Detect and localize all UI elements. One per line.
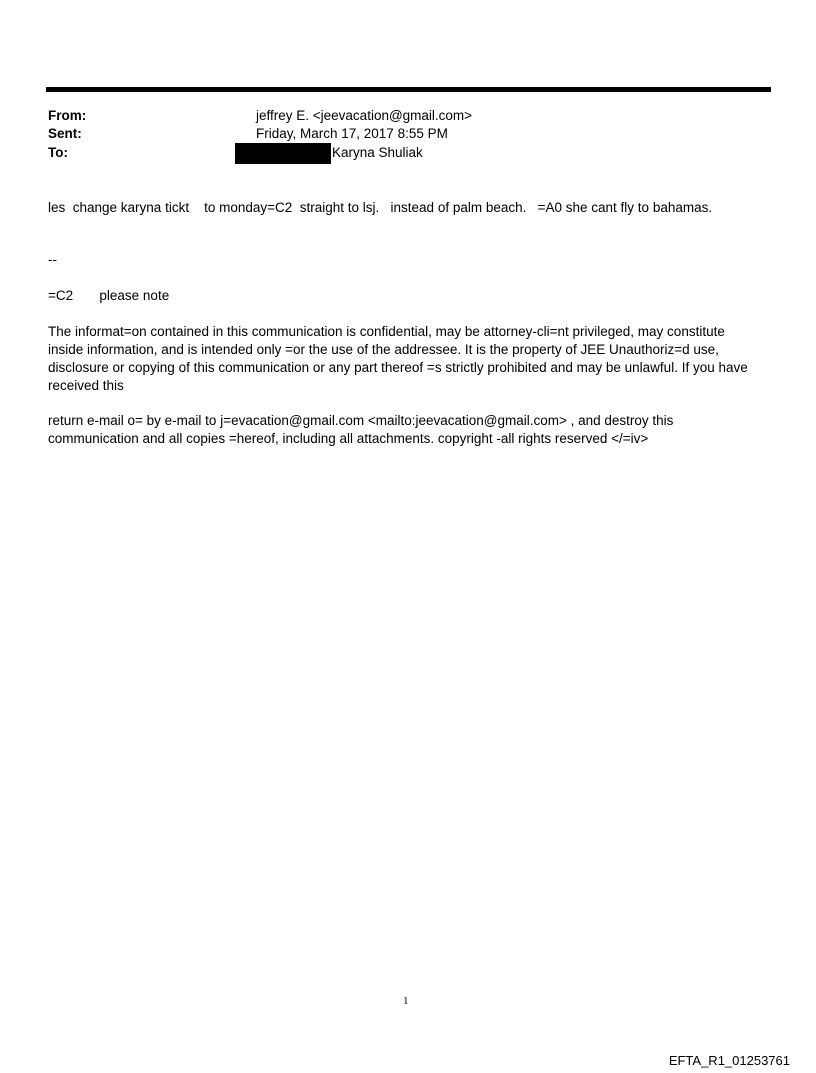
page-number: 1 <box>403 995 409 1007</box>
to-label: To: <box>48 145 68 160</box>
signature-separator: -- <box>48 252 57 267</box>
bates-number: EFTA_R1_01253761 <box>668 1053 790 1068</box>
header-rule <box>46 87 771 92</box>
message-body: les change karyna tickt to monday=C2 straight to lsj. instead of palm beach. =A0 she cant fly to bahamas. <box>48 200 713 215</box>
disclaimer-paragraph-2: return e-mail o= by e-mail to j=evacation@gmail.com <mailto:jeevacation@gmail.com> , and destroy this communication and all copies =hereof, including all attachments. copyright -all rights reserved </=iv> <box>48 413 674 446</box>
sent-value: Friday, March 17, 2017 8:55 PM <box>256 126 448 141</box>
redaction-box <box>235 143 331 164</box>
from-value: jeffrey E. <jeevacation@gmail.com> <box>256 108 473 123</box>
note-line: =C2 please note <box>48 288 170 303</box>
sent-label: Sent: <box>48 126 82 141</box>
disclaimer-paragraph-1: The informat=on contained in this communication is confidential, may be attorney-cli=nt privileged, may constitute inside information, and is intended only =or the use of the addressee. It is the property of JEE Unauthoriz=d use, disclosure or copying of this communication or any part thereof =s strictly prohibited and may be unlawful. If you have received this <box>48 324 748 393</box>
to-value: Karyna Shuliak <box>332 145 423 160</box>
from-label: From: <box>48 108 87 123</box>
